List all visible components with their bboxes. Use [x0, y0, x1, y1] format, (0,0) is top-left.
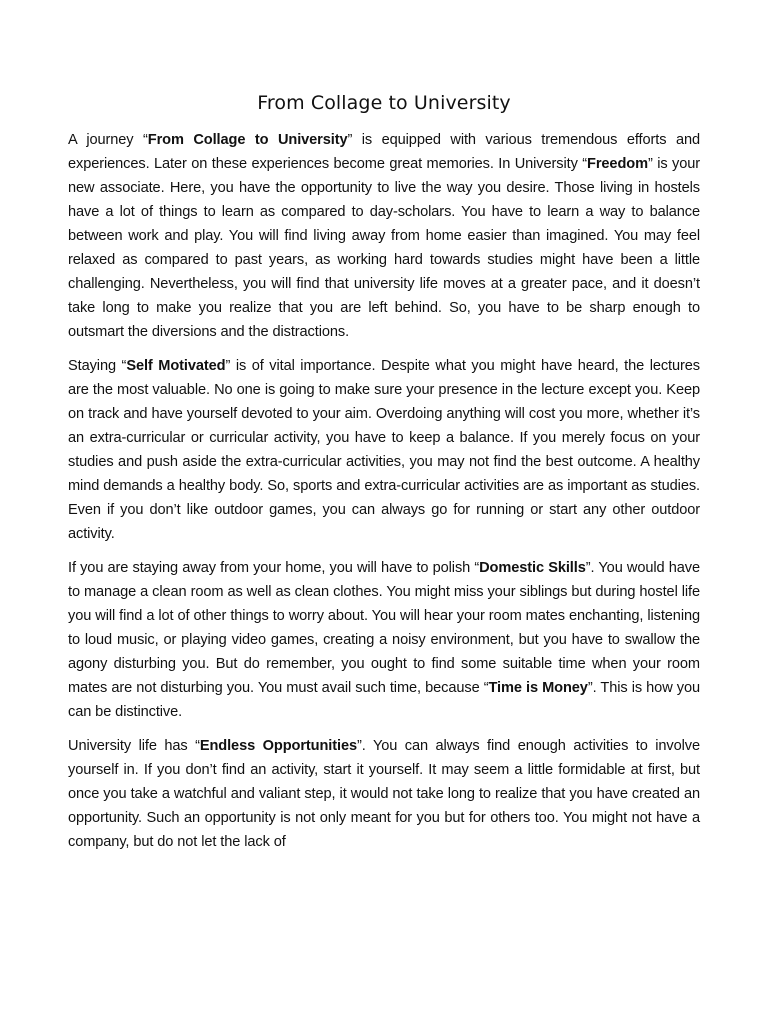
text-run: ”. You would have to manage a clean room as well as clean clothes. You might miss your siblings but during hostel life you will find a lot of other things to worry about. You will hear your room mates enchanting, listening to loud music, or playing video games, creating a noisy environment, but you have to swallow the agony disturbing you. But do remember, you ought to find some suitable time when your room mates are not disturbing you. You must avail such time, because “ — [68, 560, 700, 696]
text-run: ” is your new associate. Here, you have the opportunity to live the way you desire. Those living in hostels have a lot of things to learn as compared to day-scholars. You have to learn a way to balance between work and play. You will find living away from home easier than imagined. You may feel relaxed as compared to past years, as working hard towards studies might have been a little challenging. Nevertheless, you will find that university life moves at a greater pace, and it doesn’t take long to make you realize that you are left behind. So, you have to be sharp enough to outsmart the diversions and the distractions. — [68, 156, 700, 340]
bold-phrase: Endless Opportunities — [199, 738, 357, 754]
document-body — [68, 128, 700, 864]
text-run: If you are staying away from your home, you will have to polish “ — [68, 560, 480, 576]
text-run: ” is of vital importance. Despite what you might have heard, the lectures are the most valuable. No one is going to make sure your presence in the lecture except you. Keep on track and have yourself devoted to your aim. Overdoing anything will cost you more, whether it’s an extra-curricular or curricular activity, you have to keep a balance. If you merely focus on your studies and push aside the extra-curricular activities, you may not find the best outcome. A healthy mind demands a healthy body. So, sports and extra-curricular activities are as important as studies. Even if you don’t like outdoor games, you can always go for running or start any other outdoor activity. — [68, 358, 701, 542]
paragraph-3 — [68, 556, 700, 724]
bold-phrase: Domestic Skills — [479, 560, 586, 576]
paragraph-4 — [68, 734, 700, 854]
text-run: ” is equipped with various tremendous efforts and experiences. Later on these experiences become great memories. In University “ — [68, 132, 700, 172]
text-run: ”. This is how you can be distinctive. — [68, 680, 700, 720]
bold-phrase: Freedom — [587, 156, 648, 172]
text-run: ”. You can always find enough activities to involve yourself in. If you don’t find an activity, start it yourself. It may seem a little formidable at first, but once you take a watchful and valiant step, it would not take long to realize that you have created an opportunity. Such an opportunity is not only meant for you but for others too. You might not have a company, but do not let the lack of — [68, 738, 700, 850]
paragraph-2 — [68, 354, 700, 546]
bold-phrase: Self Motivated — [126, 358, 226, 374]
text-run: Staying “ — [68, 358, 127, 374]
bold-phrase: From Collage to University — [147, 132, 348, 148]
text-run: A journey “ — [68, 132, 148, 148]
paragraph-1 — [68, 128, 700, 344]
page-title: From Collage to University — [257, 92, 511, 114]
text-run: University life has “ — [68, 738, 200, 754]
bold-phrase: Time is Money — [488, 680, 588, 696]
